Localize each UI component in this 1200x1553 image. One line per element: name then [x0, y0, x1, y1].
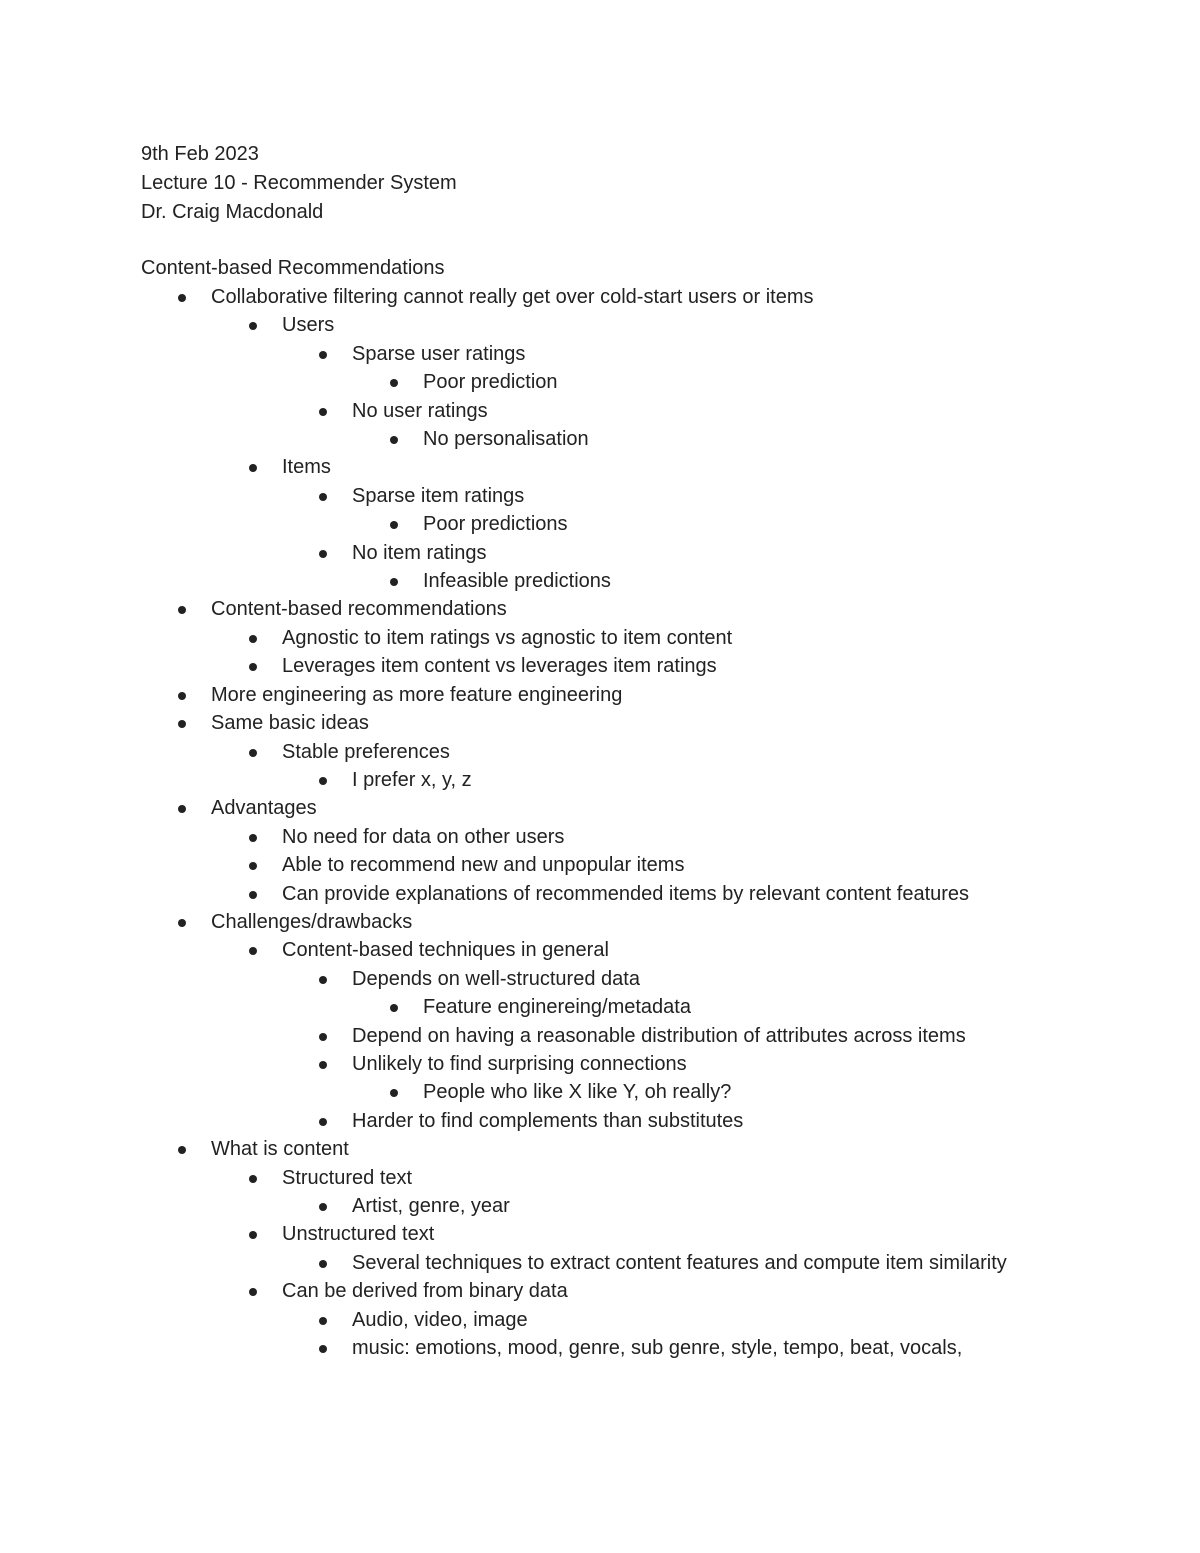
bullet-text: Harder to find complements than substitutes: [352, 1109, 744, 1132]
bullet-text: Sparse item ratings: [352, 484, 525, 507]
bullet-item-level-4: [141, 993, 1061, 1021]
bullet-text: I prefer x, y, z: [352, 768, 472, 791]
bullet-dot-icon: [319, 1033, 327, 1041]
bullet-item-level-3: [141, 539, 1061, 567]
bullet-item-level-2: [141, 851, 1061, 879]
bullet-text: Audio, video, image: [352, 1308, 528, 1331]
bullet-item-level-3: [141, 482, 1061, 510]
bullet-dot-icon: [319, 1317, 327, 1325]
bullet-item-level-2: [141, 880, 1061, 908]
bullet-text: Leverages item content vs leverages item ratings: [282, 655, 717, 678]
bullet-dot-icon: [319, 1118, 327, 1126]
bullet-item-level-1: [141, 1135, 1061, 1163]
bullet-dot-icon: [249, 891, 257, 899]
bullet-item-level-1: [141, 794, 1061, 822]
bullet-dot-icon: [249, 663, 257, 671]
bullet-text: Can provide explanations of recommended items by relevant content features: [282, 882, 970, 905]
bullet-dot-icon: [249, 834, 257, 842]
bullet-dot-icon: [319, 1345, 327, 1353]
bullet-dot-icon: [249, 1175, 257, 1183]
bullet-item-level-3: [141, 1050, 1061, 1078]
bullet-item-level-2: [141, 936, 1061, 964]
bullet-item-level-4: [141, 567, 1061, 595]
bullet-text: Able to recommend new and unpopular items: [282, 854, 685, 877]
bullet-text: Collaborative filtering cannot really get over cold-start users or items: [211, 286, 814, 308]
bullet-text: No personalisation: [423, 428, 589, 451]
bullet-item-level-3: [141, 397, 1061, 425]
bullet-dot-icon: [178, 805, 186, 813]
bullet-text: No user ratings: [352, 399, 488, 422]
bullet-item-level-3: [141, 1107, 1061, 1135]
bullet-dot-icon: [249, 862, 257, 870]
bullet-dot-icon: [390, 1004, 398, 1012]
bullet-text: Challenges/drawbacks: [211, 910, 413, 933]
bullet-text: Poor prediction: [423, 371, 558, 394]
bullet-item-level-3: [141, 1306, 1061, 1334]
bullet-dot-icon: [178, 692, 186, 700]
bullet-dot-icon: [319, 351, 327, 359]
bullet-dot-icon: [319, 777, 327, 785]
bullet-item-level-2: [141, 1164, 1061, 1192]
bullet-dot-icon: [249, 464, 257, 472]
bullet-item-level-2: [141, 738, 1061, 766]
bullet-item-level-3: [141, 1192, 1061, 1220]
bullet-dot-icon: [178, 1146, 186, 1154]
bullet-item-level-1: [141, 283, 1061, 311]
bullet-text: Unlikely to find surprising connections: [352, 1052, 687, 1075]
bullet-text: Agnostic to item ratings vs agnostic to item content: [282, 626, 733, 649]
bullet-dot-icon: [249, 1288, 257, 1296]
bullet-outline: [141, 283, 1061, 1362]
bullet-dot-icon: [390, 1089, 398, 1097]
bullet-item-level-2: [141, 453, 1061, 481]
bullet-text: No item ratings: [352, 541, 487, 564]
bullet-item-level-3: [141, 1022, 1061, 1050]
bullet-text: More engineering as more feature engineering: [211, 683, 623, 706]
bullet-item-level-1: [141, 681, 1061, 709]
bullet-dot-icon: [319, 976, 327, 984]
bullet-dot-icon: [178, 294, 186, 302]
bullet-dot-icon: [390, 521, 398, 529]
bullet-dot-icon: [319, 493, 327, 501]
bullet-text: Depends on well-structured data: [352, 967, 640, 990]
bullet-item-level-3: [141, 1334, 1061, 1362]
bullet-item-level-4: [141, 1078, 1061, 1106]
bullet-dot-icon: [319, 408, 327, 416]
bullet-dot-icon: [178, 606, 186, 614]
bullet-item-level-2: [141, 823, 1061, 851]
document-header: [141, 140, 457, 227]
bullet-item-level-3: [141, 1249, 1061, 1277]
bullet-item-level-1: [141, 709, 1061, 737]
bullet-item-level-4: [141, 425, 1061, 453]
bullet-item-level-2: [141, 1220, 1061, 1248]
bullet-item-level-3: [141, 965, 1061, 993]
bullet-dot-icon: [319, 1061, 327, 1069]
bullet-text: Structured text: [282, 1166, 413, 1189]
bullet-dot-icon: [249, 1231, 257, 1239]
bullet-text: What is content: [211, 1138, 349, 1161]
bullet-dot-icon: [178, 720, 186, 728]
bullet-dot-icon: [249, 322, 257, 330]
bullet-dot-icon: [178, 919, 186, 927]
bullet-item-level-2: [141, 311, 1061, 339]
bullet-text: People who like X like Y, oh really?: [423, 1081, 732, 1104]
bullet-dot-icon: [319, 1260, 327, 1268]
bullet-item-level-3: [141, 766, 1061, 794]
bullet-dot-icon: [249, 947, 257, 955]
bullet-item-level-1: [141, 908, 1061, 936]
bullet-dot-icon: [390, 578, 398, 586]
bullet-text: Artist, genre, year: [352, 1195, 510, 1217]
date-line: 9th Feb 2023: [141, 143, 259, 165]
bullet-item-level-4: [141, 368, 1061, 396]
bullet-text: Sparse user ratings: [352, 342, 526, 365]
bullet-text: Infeasible predictions: [423, 570, 611, 593]
bullet-item-level-3: [141, 340, 1061, 368]
bullet-text: Unstructured text: [282, 1223, 435, 1246]
bullet-text: Advantages: [211, 797, 317, 820]
bullet-dot-icon: [249, 749, 257, 757]
bullet-item-level-4: [141, 510, 1061, 538]
bullet-item-level-1: [141, 595, 1061, 623]
bullet-text: Items: [282, 456, 331, 479]
bullet-dot-icon: [390, 379, 398, 387]
bullet-dot-icon: [249, 635, 257, 643]
bullet-text: Several techniques to extract content features and compute item similarity: [352, 1251, 1007, 1274]
bullet-dot-icon: [390, 436, 398, 444]
bullet-text: Content-based techniques in general: [282, 939, 609, 962]
section-title: Content-based Recommendations: [141, 257, 445, 279]
bullet-text: Content-based recommendations: [211, 598, 507, 621]
bullet-text: Can be derived from binary data: [282, 1280, 568, 1303]
lecture-title: Lecture 10 - Recommender System: [141, 172, 457, 194]
bullet-text: No need for data on other users: [282, 825, 565, 848]
bullet-text: Same basic ideas: [211, 712, 369, 735]
bullet-item-level-2: [141, 652, 1061, 680]
bullet-text: Feature enginereing/metadata: [423, 996, 691, 1019]
lecturer-name: Dr. Craig Macdonald: [141, 201, 324, 223]
bullet-text: Poor predictions: [423, 513, 568, 536]
bullet-item-level-2: [141, 1277, 1061, 1305]
bullet-item-level-2: [141, 624, 1061, 652]
bullet-text: Users: [282, 314, 335, 337]
bullet-text: music: emotions, mood, genre, sub genre, style, tempo, beat, vocals,: [352, 1337, 963, 1360]
bullet-text: Depend on having a reasonable distribution of attributes across items: [352, 1024, 966, 1047]
bullet-dot-icon: [319, 1203, 327, 1211]
bullet-text: Stable preferences: [282, 740, 450, 763]
bullet-dot-icon: [319, 550, 327, 558]
